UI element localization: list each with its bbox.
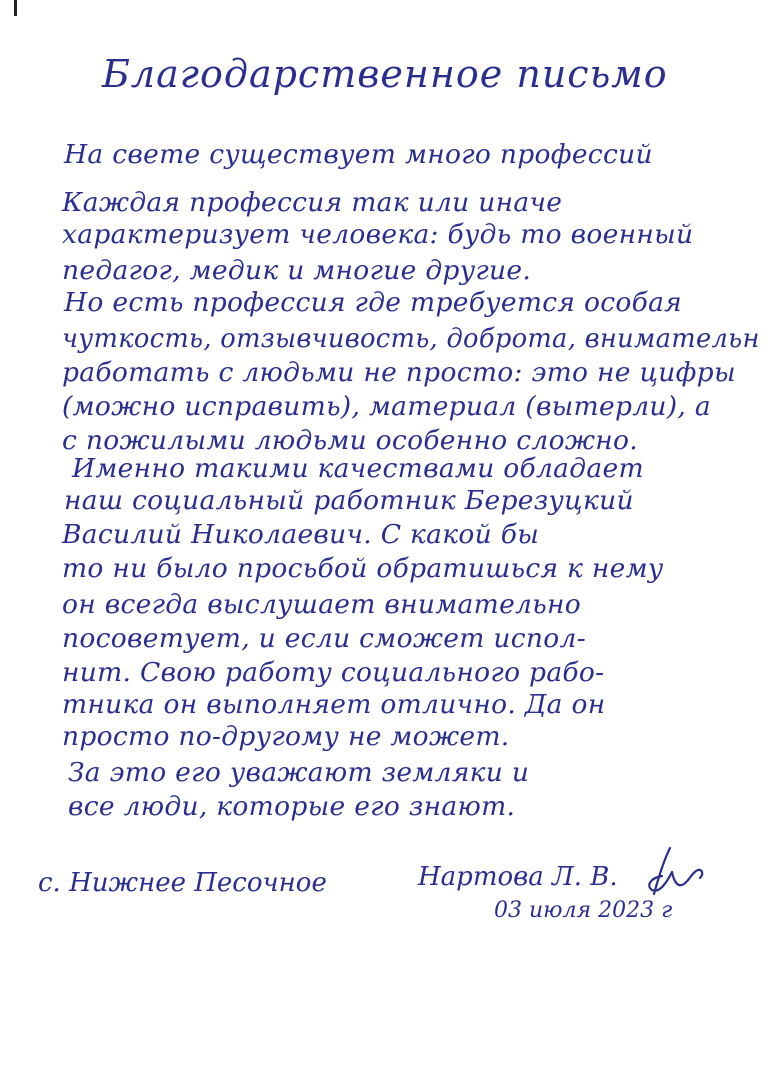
letter-line: нит. Свою работу социального рабо- (62, 657, 605, 688)
scan-mark (14, 0, 17, 16)
letter-author: Нартова Л. В. (418, 862, 618, 892)
letter-line: За это его уважают земляки и (68, 757, 530, 788)
letter-line: Василий Николаевич. С какой бы (62, 519, 540, 550)
letter-line: характеризует человека: будь то военный (62, 219, 694, 250)
letter-title: Благодарственное письмо (102, 52, 668, 96)
letter-place: с. Нижнее Песочное (38, 868, 327, 898)
signature-image (640, 842, 720, 902)
letter-line: педагог, медик и многие другие. (62, 255, 532, 286)
letter-line: (можно исправить), материал (вытерли), а (62, 391, 711, 422)
letter-line: чуткость, отзывчивость, доброта, внимательн (62, 323, 760, 354)
letter-line: работать с людьми не просто: это не цифры (62, 357, 736, 388)
letter-line: то ни было просьбой обратишься к нему (62, 553, 664, 584)
letter-line: наш социальный работник Березуцкий (64, 485, 634, 516)
letter-line: Но есть профессия где требуется особая (64, 287, 683, 318)
letter-line: Каждая профессия так или иначе (62, 187, 563, 218)
letter-line: Именно такими качествами обладает (72, 453, 644, 484)
letter-line: все люди, которые его знают. (68, 791, 516, 822)
letter-line: посоветует, и если сможет испол- (62, 623, 586, 654)
letter-line: с пожилыми людьми особенно сложно. (62, 425, 639, 456)
letter-line: просто по-другому не может. (62, 721, 510, 752)
letter-date: 03 июля 2023 г (494, 898, 673, 923)
letter-line: На свете существует много профессий (64, 139, 653, 170)
letter-line: он всегда выслушает внимательно (62, 589, 581, 620)
letter-line: тника он выполняет отлично. Да он (62, 689, 606, 720)
